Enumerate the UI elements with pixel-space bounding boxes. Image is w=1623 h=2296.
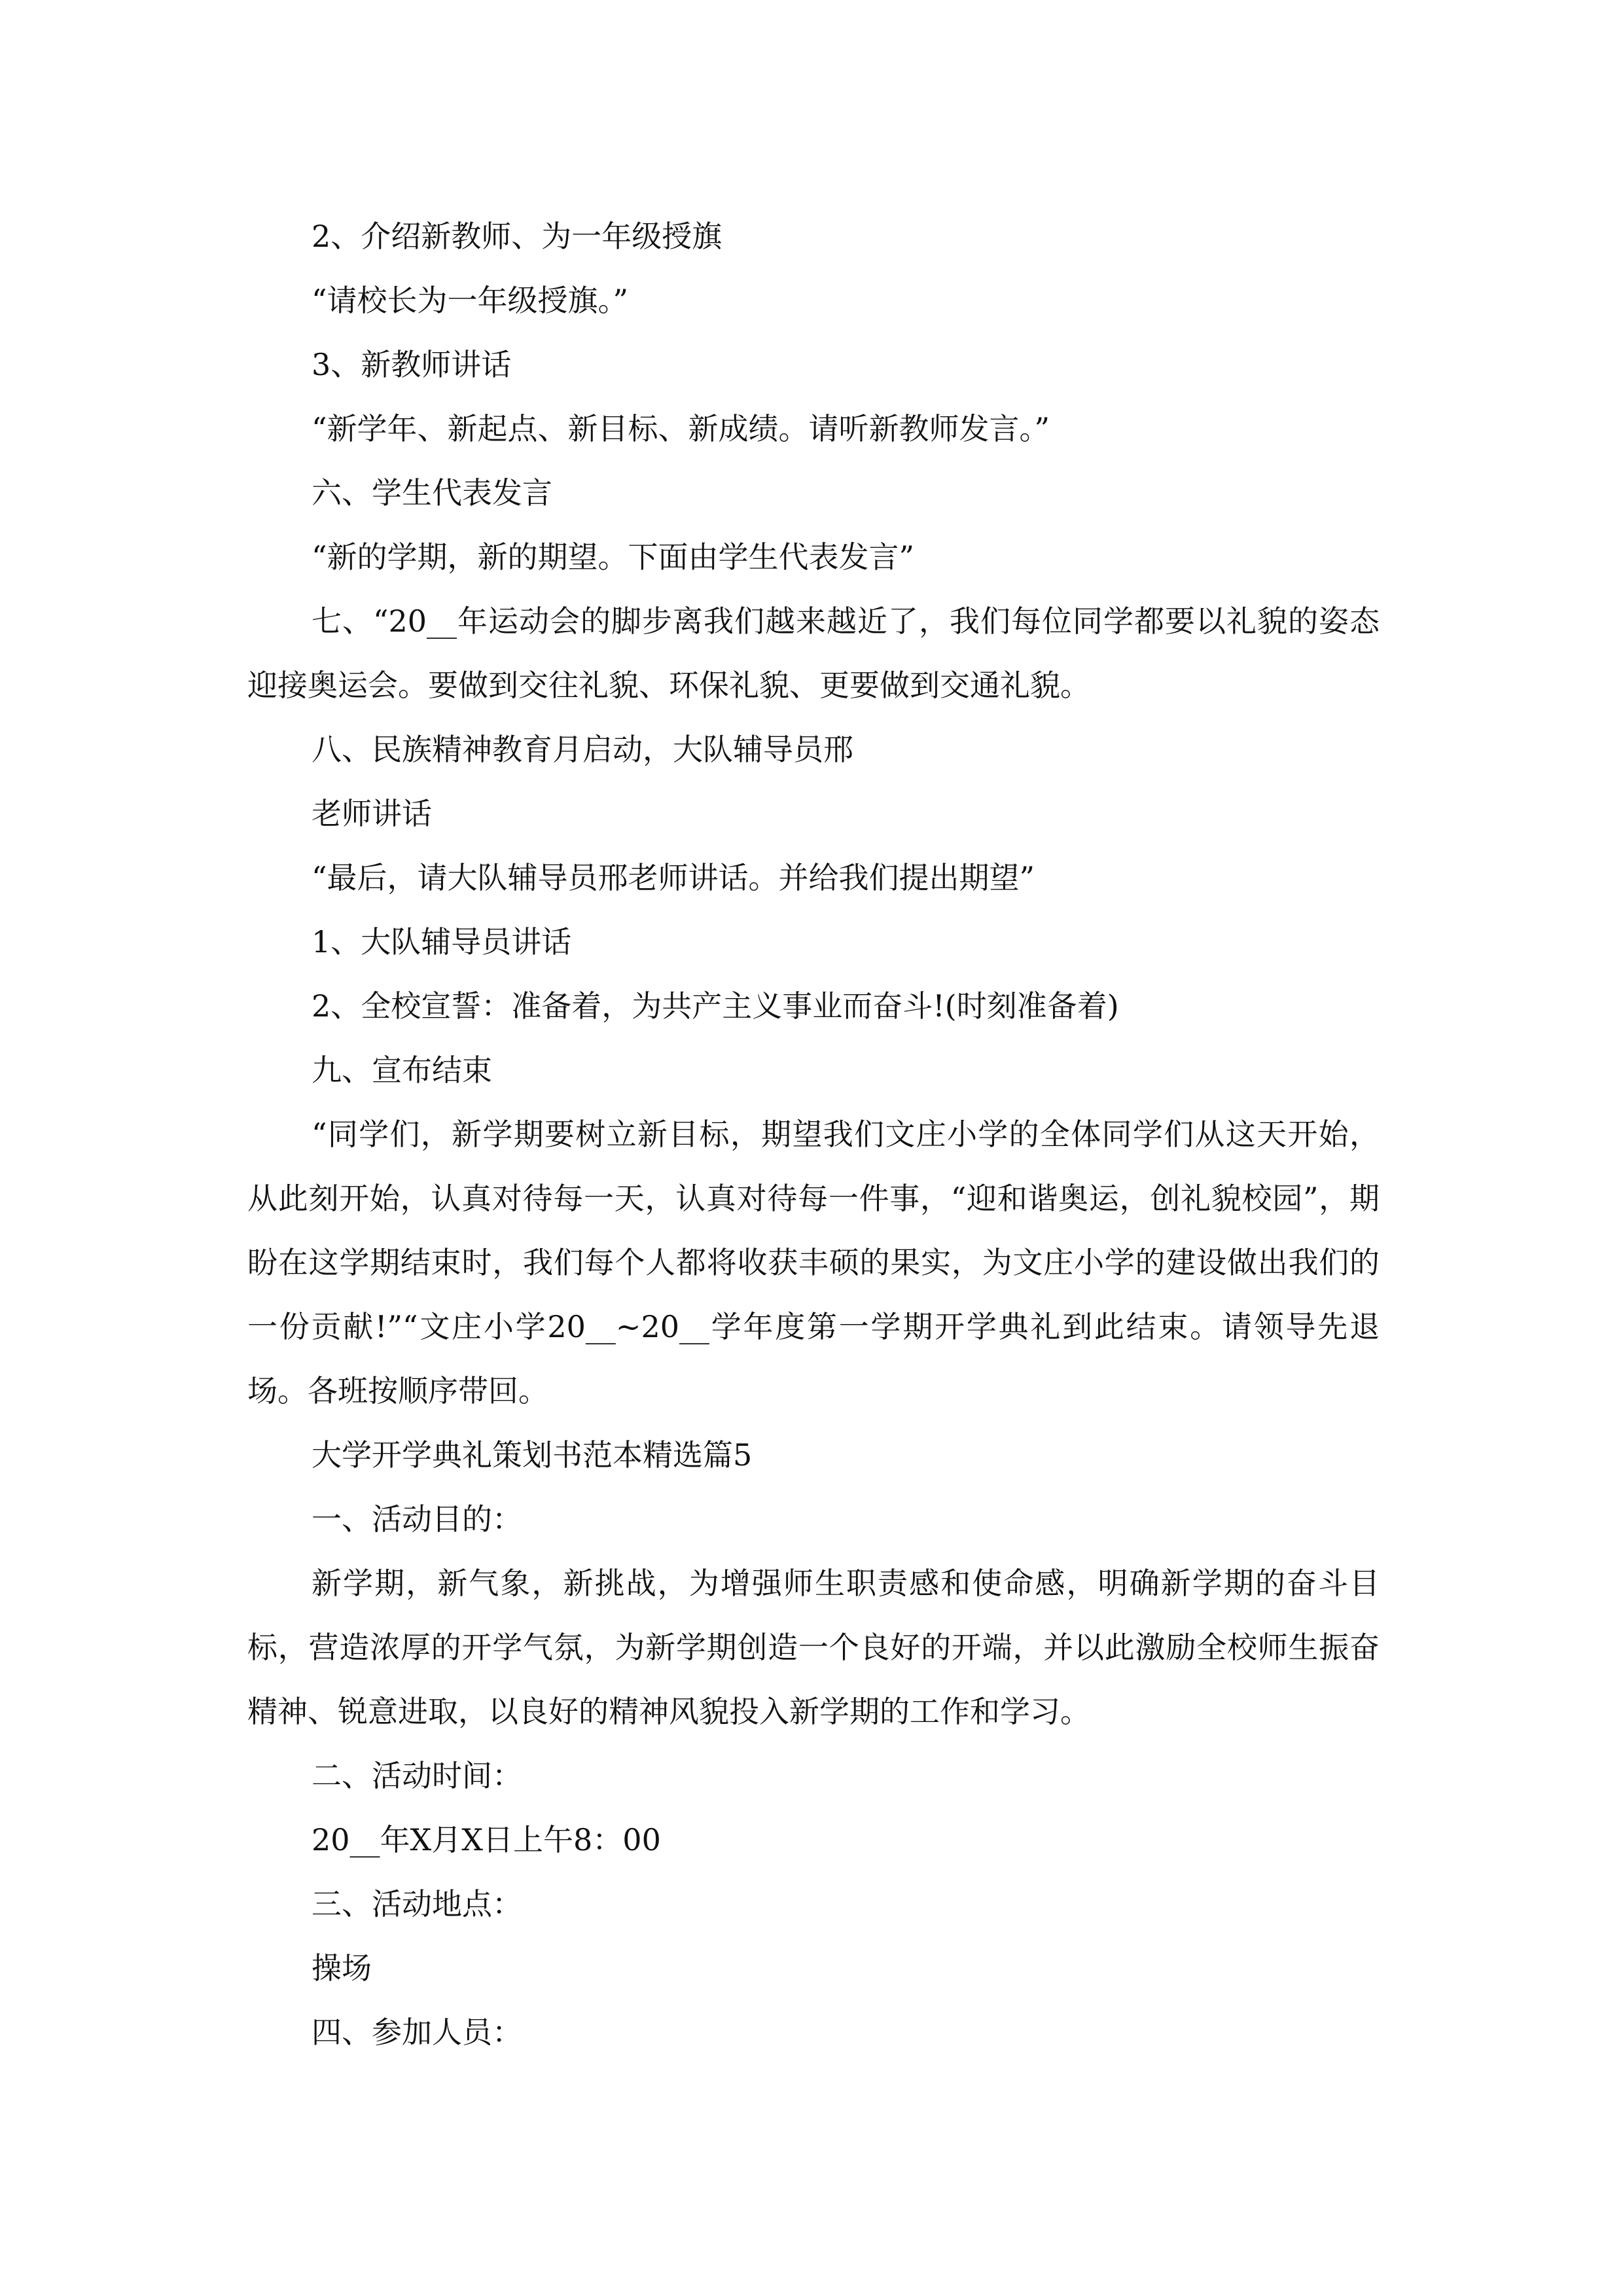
section-heading: 三、活动地点： xyxy=(312,1886,522,1922)
paragraph: 2、全校宣誓：准备着，为共产主义事业而奋斗!(时刻准备着) xyxy=(312,988,1119,1024)
document-body xyxy=(247,204,1380,2064)
section-heading: 九、宣布结束 xyxy=(312,1052,492,1088)
paragraph: 七、“20__年运动会的脚步离我们越来越近了，我们每位同学都要以礼貌的姿态迎接奥运会。要做到交往礼貌、环保礼貌、更要做到交通礼貌。 xyxy=(247,603,1380,703)
section-heading: 六、学生代表发言 xyxy=(312,475,552,511)
paragraph: “同学们，新学期要树立新目标，期望我们文庄小学的全体同学们从这天开始，从此刻开始，认真对待每一天，认真对待每一件事，“迎和谐奥运，创礼貌校园”，期盼在这学期结束时，我们每个人都将收获丰硕的果实，为文庄小学的建设做出我们的一份贡献!”“文庄小学20__~20__学年度第一学期开学典礼到此结束。请领导先退场。各班按顺序带回。 xyxy=(247,1117,1380,1408)
section-heading: 四、参加人员： xyxy=(312,2015,522,2050)
paragraph: 20__年X月X日上午8：00 xyxy=(312,1822,661,1857)
section-heading: 八、民族精神教育月启动，大队辅导员邢 xyxy=(312,732,853,767)
paragraph: 2、介绍新教师、为一年级授旗 xyxy=(312,219,722,254)
paragraph: “新的学期，新的期望。下面由学生代表发言” xyxy=(312,539,915,575)
section-heading: 二、活动时间： xyxy=(312,1758,522,1793)
paragraph: “最后，请大队辅导员邢老师讲话。并给我们提出期望” xyxy=(312,860,1035,895)
paragraph: 新学期，新气象，新挑战，为增强师生职责感和使命感，明确新学期的奋斗目标，营造浓厚的开学气氛，为新学期创造一个良好的开端，并以此激励全校师生振奋精神、锐意进取，以良好的精神风貌投入新学期的工作和学习。 xyxy=(247,1566,1380,1729)
paragraph: 老师讲话 xyxy=(312,796,432,831)
paragraph: 操场 xyxy=(312,1950,372,1986)
paragraph: 1、大队辅导员讲话 xyxy=(312,924,572,960)
paragraph: “请校长为一年级授旗。” xyxy=(312,283,629,318)
paragraph: 3、新教师讲话 xyxy=(312,347,512,382)
document-subtitle: 大学开学典礼策划书范本精选篇5 xyxy=(312,1437,753,1473)
paragraph: “新学年、新起点、新目标、新成绩。请听新教师发言。” xyxy=(312,411,1050,446)
section-heading: 一、活动目的： xyxy=(312,1501,522,1537)
